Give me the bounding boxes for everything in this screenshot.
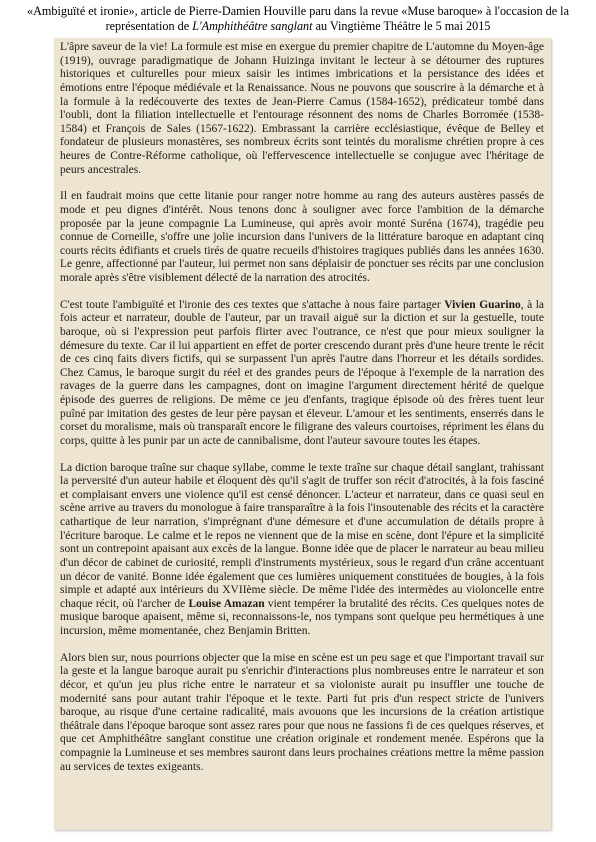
- paragraph-3: [60, 299, 544, 449]
- cellist-name: Louise Amazan: [188, 597, 265, 610]
- paragraph-4-start: La diction baroque traîne sur chaque syllabe, comme le texte traîne sur chaque détail sanglant, trahissant la perversité d'un auteur habile et éloquent dès qu'il s'agit de truffer son récit d'atrocités, à la fois fasciné et complaisant envers une violence qu'il est censé dénoncer. L'acteur et narrateur, dans ce quasi seul en scène arrive au travers du monologue à faire transparaître à la fois l'insoutenable des récits et la caractère cathartique de leur narration, s'imprégnant d'une démesure et d'une accumulation de détails propre à l'écriture baroque. Le calme et le repos ne viennent que de la mise en scène, dont l'épure et la simplicité sont un contrepoint apaisant aux excès de la langue. Bonne idée que de placer le narrateur au beau milieu d'un décor de cabinet de curiosité, rempli d'instruments mystérieux, sous le regard d'un crâne accentuant un décor de vanité. Bonne idée également que ces lumières uniquement constituées de bougies, à la fois simple et adapté aux intérieurs du XVIIème siècle. De même l'idée des intermèdes au violoncelle entre chaque récit, où l'archer de: [60, 461, 544, 610]
- article-header: [14, 4, 582, 34]
- header-line-1: «Ambiguïté et ironie», article de Pierre-Damien Houville paru dans la revue «Muse baroque» à l'occasion de la: [27, 4, 569, 18]
- paragraph-3-start: C'est toute l'ambiguïté et l'ironie des ces textes que s'attache à nous faire partager: [60, 298, 445, 311]
- header-line-2-end: au Vingtième Théâtre le 5 mai 2015: [312, 19, 491, 33]
- paragraph-4-end: vient tempérer la brutalité des récits. Ces quelques notes de musique baroque apaisent, même si, reconnaissons-le, nos tympans sont quelque peu hermétiques à une incursion, même momentanée, chez Benjamin Britten.: [60, 597, 545, 637]
- paragraph-4: [60, 462, 544, 639]
- article-body: [60, 41, 544, 787]
- paragraph-1: L'âpre saveur de la vie! La formule est mise en exergue du premier chapitre de L'automne du Moyen-âge (1919), ouvrage paradigmatique de Johann Huizinga invitant le lecteur à se détourner des ruptures historiques et culturelles pour mieux saisir les intimes imbrications et la persistance des idées et émotions entre l'époque médiévale et la Renaissance. Nous ne pouvons que souscrire à la démarche et à la formule à la redécouverte des textes de Jean-Pierre Camus (1584-1652), prédicateur tombé dans l'oubli, dont la filiation intellectuelle et l'entourage résonnent des noms de Charles Borromée (1538-1584) et François de Sales (1567-1622). Embrassant la carrière ecclésiastique, évêque de Belley et fondateur de plusieurs monastères, ses nombreux écrits sont teintés du moralisme chrétien propre à ces heures de Contre-Réforme catholique, où l'effervescence intellectuelle se conjugue avec l'héritage de peurs ancestrales.: [60, 41, 544, 176]
- header-line-2: [14, 19, 582, 34]
- paragraph-3-end: , à la fois acteur et narrateur, double de l'auteur, par un travail aiguë sur la diction et sur la gestuelle, toute baroque, où si l'expression peut parfois flirter avec l'outrance, ce n'est que pour mieux souligner la démesure du texte. Car il lui appartient en effet de porter crescendo durant près d'une heure trente le récit de ces cinq faits divers fictifs, qui se surpassent l'un après l'autre dans l'horreur et les détails sordides. Chez Camus, le baroque surgit du réel et des grandes peurs de l'époque à l'exemple de la narration des ravages de la guerre dans les campagnes, dont on imagine l'argument directement hérité de quelque épisode des guerres de religions. De même ce jeu d'enfants, tragique épisode où des frères tuent leur puîné par imitation des gestes de leur père paysan et éleveur. L'amour et les sentiments, enserrés dans le corset du moralisme, mais où transparaît encore le filigrane des valeurs courtoises, répriment les élans du corps, quitte à les punir par un acte de cannibalisme, dont l'auteur savoure toutes les étapes.: [60, 298, 545, 447]
- header-line-2-start: représentation de: [105, 19, 193, 33]
- paragraph-2: Il en faudrait moins que cette litanie pour ranger notre homme au rang des auteurs austères passés de mode et peu dignes d'intérêt. Nous tenons donc à souligner avec force l'ambition de la démarche proposée par la jeune compagnie La Lumineuse, qui après avoir monté Suréna (1674), tragédie peu connue de Corneille, s'offre une jolie incursion dans l'univers de la littérature baroque en adaptant cinq courts récits édifiants et cruels tirés de quatre recueils d'histoires tragiques publiés dans les années 1630. Le genre, affectionné par l'auteur, lui permet non sans déplaisir de ponctuer ses récits par une conclusion morale après s'être visiblement délecté de la narration des atrocités.: [60, 190, 544, 284]
- play-title: L'Amphithéâtre sanglant: [192, 19, 313, 33]
- actor-name: Vivien Guarino: [444, 298, 521, 311]
- article-sheet: [54, 38, 551, 830]
- paragraph-5: Alors bien sur, nous pourrions objecter que la mise en scène est un peu sage et que l'important travail sur la geste et la langue baroque aurait pu s'enrichir d'interactions plus nombreuses entre le narrateur et son décor, et qu'un jeu plus riche entre le narrateur et sa violoniste aurait pu insuffler une touche de modernité sans pour autant trahir l'époque et le texte. Parti fut pris d'un respect stricte de l'univers baroque, au risque d'une certaine radicalité, mais avouons que les incursions de la création artistique théâtrale dans l'époque baroque sont assez rares pour que nous ne fassions fi de ces quelques réserves, et que cet Amphithéâtre sanglant constitue une création originale et rondement menée. Espérons que la compagnie la Lumineuse et ses membres sauront dans leurs prochaines créations mettre la même passion au services de textes exigeants.: [60, 651, 544, 773]
